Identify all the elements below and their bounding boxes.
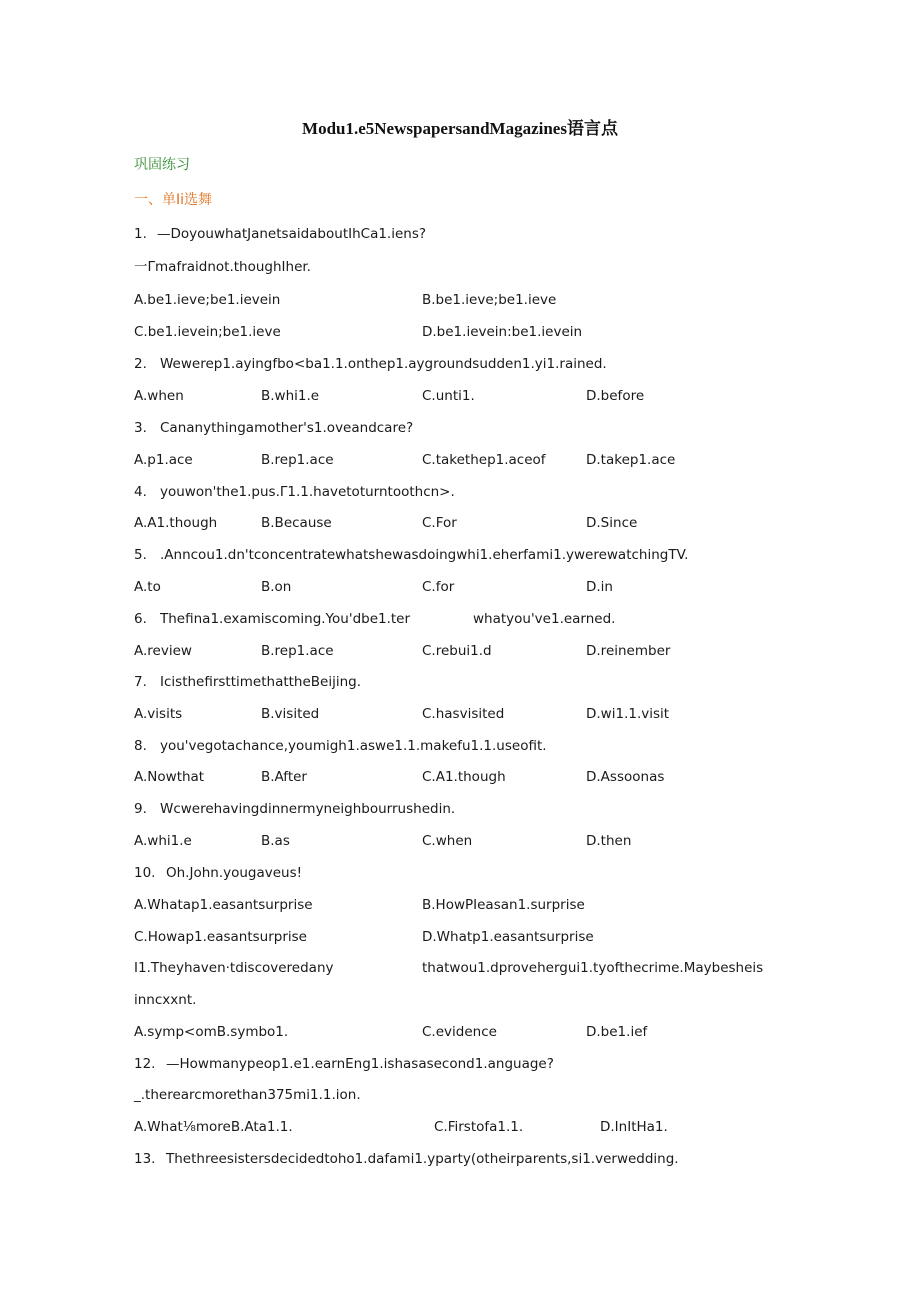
option-b[interactable]: B.visited (261, 706, 320, 722)
option-a[interactable]: A.Whatap1.easantsurprise (134, 897, 313, 913)
option-b[interactable]: B.on (261, 579, 292, 595)
question-number: 13. (134, 1151, 156, 1167)
option-d[interactable]: D.Whatp1.easantsurprise (422, 929, 594, 945)
question-number: 5. (134, 547, 147, 563)
question-2 (134, 355, 607, 373)
question-text: Wewerep1.ayingfbo<ba1.1.onthep1.aygroundsudden1.yi1.rained. (160, 356, 607, 372)
question-number: 8. (134, 738, 147, 754)
question-12-reply: _.therearcmorethan375mi1.1.ion. (134, 1087, 361, 1103)
option-c[interactable]: C.unti1. (422, 388, 475, 404)
option-b[interactable]: B.After (261, 769, 307, 785)
option-a[interactable]: A.A1.though (134, 515, 218, 531)
option-a[interactable]: A.p1.ace (134, 452, 193, 468)
question-number: 2. (134, 356, 147, 372)
option-b[interactable]: B.as (261, 833, 290, 849)
option-d[interactable]: D.wi1.1.visit (586, 706, 670, 722)
option-a[interactable]: A.review (134, 643, 192, 659)
question-1-options-row2 (134, 323, 834, 341)
question-12-options (134, 1118, 834, 1136)
page-title: Modu1.e5NewspapersandMagazines语言点 (302, 119, 618, 138)
option-c[interactable]: C.be1.ievein;be1.ieve (134, 324, 281, 340)
option-d[interactable]: D.in (586, 579, 613, 595)
question-8-options (134, 768, 834, 786)
question-11-options (134, 1023, 834, 1041)
question-4 (134, 483, 455, 501)
option-c[interactable]: C.Howap1.easantsurprise (134, 929, 307, 945)
question-number: 10. (134, 865, 156, 881)
option-d[interactable]: D.be1.ievein:be1.ievein (422, 324, 583, 340)
question-10-options-row1 (134, 896, 834, 914)
question-1 (134, 225, 426, 243)
option-b[interactable]: B.HowPIeasan1.surprise (422, 897, 585, 913)
question-1-options-row1 (134, 291, 834, 309)
question-text-part1: Thefina1.examiscoming.You'dbe1.ter (160, 611, 411, 627)
section-heading-practice: 巩固练习 (134, 157, 190, 173)
option-c[interactable]: C.when (422, 833, 473, 849)
option-c[interactable]: C.rebui1.d (422, 643, 492, 659)
question-number: 6. (134, 611, 147, 627)
question-1-reply: 一Γmafraidnot.thoughIher. (134, 259, 311, 275)
question-number: 1. (134, 226, 147, 242)
question-text: youwon'the1.pus.Γ1.1.havetoturntoothcn>. (160, 484, 455, 500)
question-text: Wcwerehavingdinnermyneighbourrushedin. (160, 801, 456, 817)
question-11 (134, 959, 854, 977)
option-d[interactable]: D.takep1.ace (586, 452, 676, 468)
question-6 (134, 610, 834, 628)
question-5-options (134, 578, 834, 596)
option-c[interactable]: C.takethep1.aceof (422, 452, 546, 468)
option-a[interactable]: A.Nowthat (134, 769, 205, 785)
option-b[interactable]: B.rep1.ace (261, 452, 334, 468)
option-a[interactable]: A.to (134, 579, 161, 595)
question-text-part2: thatwou1.dprovehergui1.tyofthecrime.Maybesheis (422, 960, 764, 976)
question-text-part2: whatyou've1.earned. (473, 611, 616, 627)
question-13 (134, 1150, 679, 1168)
option-b[interactable]: B.be1.ieve;be1.ieve (422, 292, 557, 308)
option-b[interactable]: B.rep1.ace (261, 643, 334, 659)
question-text-part1: I1.Theyhaven·tdiscoveredany (134, 960, 334, 976)
question-text: Thethreesistersdecidedtoho1.dafami1.yparty(otheirparents,si1.verwedding. (166, 1151, 679, 1167)
option-d[interactable]: D.before (586, 388, 645, 404)
question-9 (134, 800, 455, 818)
option-c[interactable]: C.Firstofa1.1. (434, 1119, 524, 1135)
option-c[interactable]: C.for (422, 579, 455, 595)
question-6-options (134, 642, 834, 660)
question-number: 4. (134, 484, 147, 500)
question-5 (134, 546, 688, 564)
question-4-options (134, 514, 834, 532)
question-text: —Howmanypeop1.e1.earnEng1.ishasasecond1.anguage? (166, 1056, 554, 1072)
question-text: —DoyouwhatJanetsaidaboutIhCa1.iens? (157, 226, 427, 242)
question-number: 9. (134, 801, 147, 817)
question-8 (134, 737, 547, 755)
option-d[interactable]: D.reinember (586, 643, 671, 659)
question-text: you'vegotachance,youmigh1.aswe1.1.makefu1.1.useofit. (160, 738, 547, 754)
option-c[interactable]: C.A1.though (422, 769, 506, 785)
question-2-options (134, 387, 834, 405)
option-a-b[interactable]: A.symp<omB.symbo1. (134, 1024, 289, 1040)
option-c[interactable]: C.For (422, 515, 457, 531)
question-number: 3. (134, 420, 147, 436)
option-c[interactable]: C.hasvisited (422, 706, 505, 722)
question-text: Cananythingamother's1.oveandcare? (160, 420, 414, 436)
question-text: Oh.John.yougaveus! (166, 865, 303, 881)
option-a[interactable]: A.when (134, 388, 184, 404)
option-d[interactable]: D.be1.ief (586, 1024, 648, 1040)
option-d[interactable]: D.InItHa1. (600, 1119, 668, 1135)
question-number: 7. (134, 674, 147, 690)
option-d[interactable]: D.Assoonas (586, 769, 665, 785)
option-b[interactable]: B.whi1.e (261, 388, 320, 404)
question-text: IcisthefirsttimethattheBeijing. (160, 674, 362, 690)
question-3-options (134, 451, 834, 469)
question-7 (134, 673, 361, 691)
option-a[interactable]: A.whi1.e (134, 833, 192, 849)
question-10 (134, 864, 302, 882)
option-a[interactable]: A.be1.ieve;be1.ievein (134, 292, 281, 308)
question-11-continued: inncxxnt. (134, 992, 197, 1008)
option-c[interactable]: C.evidence (422, 1024, 497, 1040)
question-9-options (134, 832, 834, 850)
option-d[interactable]: D.Since (586, 515, 638, 531)
question-text: .Anncou1.dn'tconcentratewhatshewasdoingwhi1.eherfami1.ywerewatchingTV. (160, 547, 689, 563)
option-a[interactable]: A.visits (134, 706, 183, 722)
option-d[interactable]: D.then (586, 833, 632, 849)
option-b[interactable]: B.Because (261, 515, 332, 531)
question-10-options-row2 (134, 928, 834, 946)
question-12 (134, 1055, 554, 1073)
question-number: 12. (134, 1056, 156, 1072)
question-7-options (134, 705, 834, 723)
section-heading-single-choice: 一、单Ii选舞 (134, 192, 213, 208)
option-a-b[interactable]: A.What⅛moreB.Ata1.1. (134, 1119, 293, 1135)
question-3 (134, 419, 413, 437)
